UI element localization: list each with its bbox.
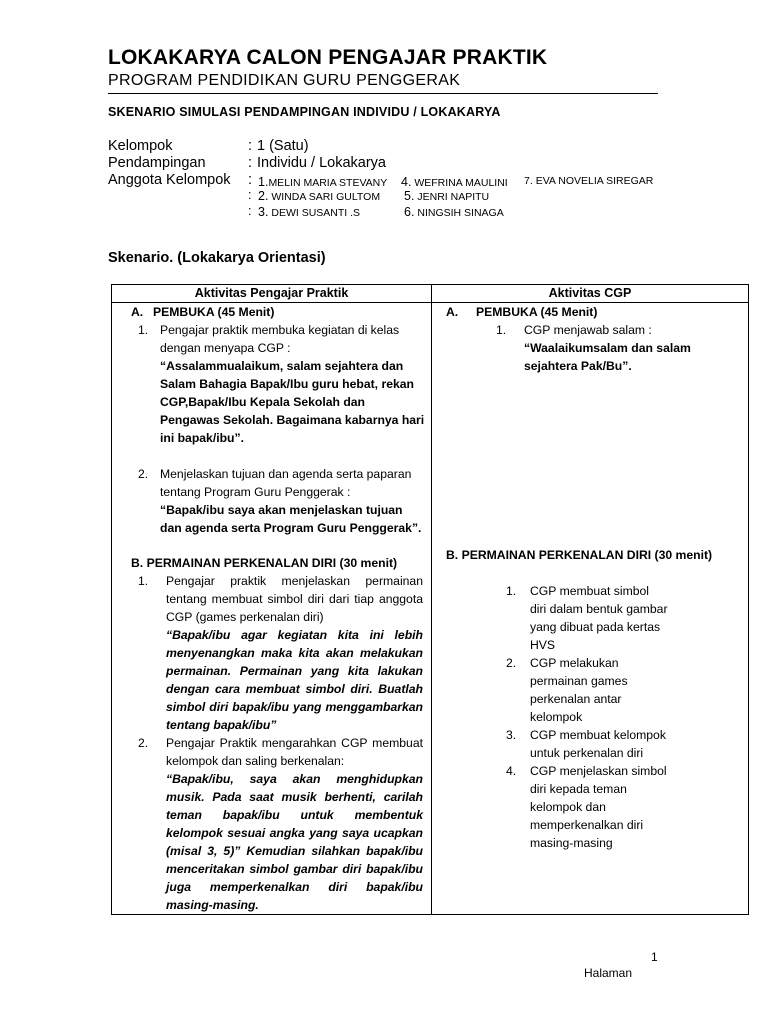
member-number: 3.	[258, 205, 269, 219]
kelompok-colon: :	[248, 138, 253, 154]
member-number: 5.	[404, 189, 415, 203]
right-section-b-title: B. PERMAINAN PERKENALAN DIRI (30 menit)	[446, 548, 713, 562]
item-number: 2.	[506, 656, 517, 670]
item-number: 3.	[506, 728, 517, 742]
right-item-b1	[432, 582, 748, 654]
left-item-a2	[112, 465, 431, 537]
left-section-b-title: B. PERMAINAN PERKENALAN DIRI (30 menit)	[131, 556, 398, 570]
item-number: 1.	[496, 323, 507, 337]
item-quote: “Bapak/ibu agar kegiatan kita ini lebih menyenangkan maka kita akan melakukan permainan. Permainan yang kita lakukan dengan cara membuat simbol diri. Buatlah simbol diri bapak/ibu yang menggambarkan tentang bapak/ibu”	[166, 628, 423, 732]
pengajar-activities-cell	[112, 303, 432, 915]
left-item-b1	[112, 572, 431, 734]
page-number: 1	[651, 950, 658, 964]
pendampingan-label: Pendampingan	[108, 155, 206, 171]
member-number: 1.	[258, 175, 269, 189]
col1-header: Aktivitas Pengajar Praktik	[112, 285, 432, 303]
activity-table	[111, 284, 749, 915]
pendampingan-colon: :	[248, 155, 253, 171]
cgp-activities-cell	[432, 303, 749, 915]
member-2	[258, 189, 380, 203]
item-number: 4.	[506, 764, 517, 778]
header-divider	[108, 93, 658, 94]
member-number: 2.	[258, 189, 269, 203]
item-number: 2.	[138, 736, 149, 750]
left-item-b2	[112, 734, 431, 914]
member-name: WEFRINA MAULINI	[414, 177, 508, 189]
section-letter: A.	[446, 305, 459, 319]
item-text: CGP menjelaskan simbol diri kepada teman kelompok dan memperkenalkan diri masing-masing	[530, 764, 667, 850]
right-item-b2	[432, 654, 748, 726]
member-name: JENRI NAPITU	[417, 191, 490, 203]
item-number: 1.	[138, 574, 149, 588]
right-item-b3	[432, 726, 748, 762]
table-row	[112, 303, 749, 915]
member-7	[524, 175, 653, 187]
page-label: Halaman	[584, 966, 633, 980]
member-name: MELIN MARIA STEVANY	[268, 177, 388, 189]
member-number: 4.	[401, 175, 412, 189]
right-section-a-title	[432, 303, 748, 321]
member-1	[258, 175, 387, 189]
kelompok-value: 1 (Satu)	[257, 138, 309, 154]
item-quote: “Bapak/ibu saya akan menjelaskan tujuan dan agenda serta Program Guru Penggerak”.	[160, 503, 422, 535]
skenario-title: Skenario. (Lokakarya Orientasi)	[108, 250, 326, 266]
member-number: 6.	[404, 205, 415, 219]
anggota-colon-1: :	[248, 172, 253, 188]
item-text: CGP membuat simbol diri dalam bentuk gambar yang dibuat pada kertas HVS	[530, 584, 668, 652]
item-text: Pengajar Praktik mengarahkan CGP membuat kelompok dan saling berkenalan:	[166, 736, 423, 768]
item-quote: “Waalaikumsalam dan salam sejahtera Pak/Bu”.	[524, 341, 691, 373]
member-name: NINGSIH SINAGA	[417, 207, 504, 219]
item-quote: “Bapak/ibu, saya akan menghidupkan musik. Pada saat musik berhenti, carilah teman bapak/ibu untuk membentuk kelompok sesuai angka yang saya ucapkan (misal 3, 5)” Kemudian silahkan bapak/ibu menceritakan simbol gambar diri bapak/ibu juga memperkenalkan diri bapak/ibu masing-masing.	[166, 772, 423, 912]
item-number: 1.	[138, 323, 149, 337]
item-number: 1.	[506, 584, 517, 598]
member-name: DEWI SUSANTI .S	[271, 207, 361, 219]
table-header-row	[112, 285, 749, 303]
document-subtitle: PROGRAM PENDIDIKAN GURU PENGGERAK	[108, 72, 461, 89]
section-title: PEMBUKA (45 Menit)	[476, 305, 598, 319]
col2-header: Aktivitas CGP	[432, 285, 749, 303]
left-item-a1	[112, 321, 431, 447]
item-quote: “Assalammualaikum, salam sejahtera dan Salam Bahagia Bapak/Ibu guru hebat, rekan CGP,Bapak/Ibu Kepala Sekolah dan Pengawas Sekolah. Bagaimana kabarnya hari ini bapak/ibu”.	[160, 359, 425, 445]
left-section-a-title	[112, 303, 431, 321]
document-title: LOKAKARYA CALON PENGAJAR PRAKTIK	[108, 46, 548, 69]
anggota-colon-3: :	[248, 204, 252, 218]
right-item-a1	[432, 321, 748, 375]
member-3	[258, 205, 360, 219]
item-text: CGP menjawab salam :	[524, 323, 652, 337]
anggota-colon-2: :	[248, 188, 252, 202]
scenario-heading: SKENARIO SIMULASI PENDAMPINGAN INDIVIDU / LOKAKARYA	[108, 105, 501, 119]
item-text: CGP membuat kelompok untuk perkenalan diri	[530, 728, 666, 760]
item-text: Menjelaskan tujuan dan agenda serta paparan tentang Program Guru Penggerak :	[160, 467, 412, 499]
item-text: CGP melakukan permainan games perkenalan antar kelompok	[530, 656, 628, 724]
kelompok-label: Kelompok	[108, 138, 173, 154]
right-item-b4	[432, 762, 748, 852]
item-text: Pengajar praktik membuka kegiatan di kelas dengan menyapa CGP :	[160, 323, 400, 355]
section-title: PEMBUKA (45 Menit)	[153, 305, 275, 319]
anggota-label: Anggota Kelompok	[108, 172, 231, 188]
member-4	[401, 175, 508, 189]
item-text: Pengajar praktik menjelaskan permainan tentang membuat simbol diri dari tiap anggota CGP (games perkenalan diri)	[166, 574, 423, 624]
member-name: WINDA SARI GULTOM	[271, 191, 381, 203]
member-6	[404, 205, 504, 219]
member-number: 7.	[524, 175, 533, 187]
pendampingan-value: Individu / Lokakarya	[257, 155, 386, 171]
item-number: 2.	[138, 467, 149, 481]
member-name: EVA NOVELIA SIREGAR	[535, 175, 654, 187]
member-5	[404, 189, 489, 203]
section-letter: A.	[131, 305, 144, 319]
